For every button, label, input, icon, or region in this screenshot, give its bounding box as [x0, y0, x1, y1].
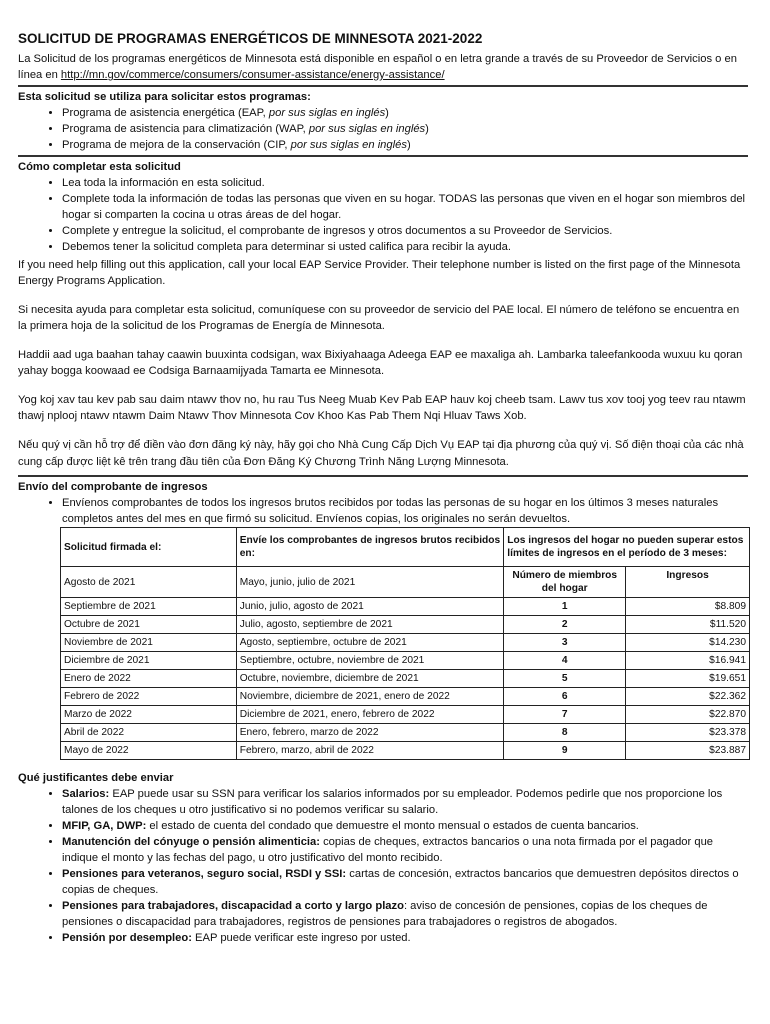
income-cell: $22.870	[626, 706, 750, 724]
col-months-header: Envíe los comprobantes de ingresos brutos recibidos en:	[236, 528, 504, 567]
justification-text: copias de cheques, extractos bancarios o una nota firmada por el pagador que indique el monto y las fechas del pago, u otro justificativo del monto recibido.	[62, 836, 714, 864]
signed-cell: Enero de 2022	[61, 670, 237, 688]
signed-cell: Octubre de 2021	[61, 616, 237, 634]
income-cell: $11.520	[626, 616, 750, 634]
program-item	[62, 137, 748, 153]
justification-label: Pensión por desempleo:	[62, 932, 192, 944]
justification-text: el estado de cuenta del condado que demuestre el monto mensual o estados de cuenta bancarios.	[146, 820, 639, 832]
howto-section	[18, 155, 748, 255]
signed-cell: Noviembre de 2021	[61, 634, 237, 652]
months-cell: Agosto, septiembre, octubre de 2021	[236, 634, 504, 652]
members-cell: 3	[504, 634, 626, 652]
income-cell: $23.378	[626, 724, 750, 742]
program-item	[62, 105, 748, 121]
income-proof-list	[18, 495, 748, 527]
table-row	[61, 616, 750, 634]
program-end: )	[425, 123, 429, 135]
table-row	[61, 724, 750, 742]
members-cell: 4	[504, 652, 626, 670]
members-cell: 6	[504, 688, 626, 706]
signed-cell: Diciembre de 2021	[61, 652, 237, 670]
program-item	[62, 121, 748, 137]
program-end: )	[406, 139, 411, 151]
justification-item	[62, 898, 748, 930]
help-paragraph-spanish: Si necesita ayuda para completar esta solicitud, comuníquese con su proveedor de servicio del PAE local. El número de teléfono se encuentra en la primera hoja de la solicitud de los Programas de Energía de Minnesota.	[18, 304, 740, 332]
help-paragraph-hmong: Yog koj xav tau kev pab sau daim ntawv thov no, hu rau Tus Neeg Muab Kev Pab EAP hauv koj cheeb tsam. Lawv tus xov tooj yog teev rau ntawm thawj nplooj ntawv ntawm Daim Ntawv Thov Minnesota Cov Khoo Kas Pab Them Nqi Hluav Taws Xob.	[18, 394, 746, 422]
months-cell: Octubre, noviembre, diciembre de 2021	[236, 670, 504, 688]
table-row	[61, 567, 750, 598]
table-row	[61, 742, 750, 760]
justifications-section	[18, 770, 748, 946]
months-cell: Junio, julio, agosto de 2021	[236, 598, 504, 616]
howto-heading: Cómo completar esta solicitud	[18, 161, 181, 173]
table-row	[61, 634, 750, 652]
justification-text: EAP puede verificar este ingreso por usted.	[191, 932, 411, 944]
income-proof-heading: Envío del comprobante de ingresos	[18, 481, 208, 493]
months-cell: Mayo, junio, julio de 2021	[236, 567, 504, 598]
members-cell: 9	[504, 742, 626, 760]
table-row	[61, 706, 750, 724]
justifications-list	[18, 786, 748, 946]
justification-label: MFIP, GA, DWP:	[62, 820, 147, 832]
table-row	[61, 670, 750, 688]
members-cell: 5	[504, 670, 626, 688]
howto-item: • Lea toda la información en esta solicitud.	[62, 175, 748, 191]
income-cell: $23.887	[626, 742, 750, 760]
members-cell: 7	[504, 706, 626, 724]
table-row	[61, 688, 750, 706]
justification-label: Pensiones para trabajadores, discapacidad a corto y largo plazo	[62, 900, 404, 912]
income-cell: $14.230	[626, 634, 750, 652]
justification-item	[62, 818, 748, 834]
program-text: Programa de asistencia energética (EAP,	[62, 107, 269, 119]
program-note: por sus siglas en inglés	[268, 107, 386, 119]
justification-label: Salarios:	[62, 788, 110, 800]
programs-list	[18, 105, 748, 153]
program-end: )	[385, 107, 389, 119]
justification-item	[62, 930, 748, 946]
members-cell: 2	[504, 616, 626, 634]
signed-cell: Abril de 2022	[61, 724, 237, 742]
months-cell: Noviembre, diciembre de 2021, enero de 2022	[236, 688, 504, 706]
signed-cell: Septiembre de 2021	[61, 598, 237, 616]
income-proof-section	[18, 475, 748, 527]
help-paragraph-english: If you need help filling out this application, call your local EAP Service Provider. Their telephone number is listed on the first page of the Minnesota Energy Programs Application.	[18, 259, 741, 287]
justification-label: Manutención del cónyuge o pensión alimenticia:	[62, 836, 320, 848]
income-proof-item: • Envíenos comprobantes de todos los ingresos brutos recibidos por todas las personas de su hogar en los últimos 3 meses naturales completos antes del mes en que firmó su solicitud. Envíenos copias, los originales no serán devueltos.	[62, 495, 748, 527]
justification-item	[62, 786, 748, 818]
justification-text: : aviso de concesión de pensiones, copias de los cheques de pensiones o discapacidad para trabajadores, registros de pensiones para trabajadores o registros de abogados.	[62, 900, 708, 928]
document-page	[18, 0, 748, 946]
justification-item	[62, 834, 748, 866]
page-title: SOLICITUD DE PROGRAMAS ENERGÉTICOS DE MINNESOTA 2021-2022	[18, 31, 483, 46]
program-note: por sus siglas en inglés	[308, 123, 426, 135]
programs-section	[18, 85, 748, 153]
members-header: Número de miembros del hogar	[504, 567, 626, 598]
income-table	[60, 527, 750, 760]
income-cell: $16.941	[626, 652, 750, 670]
income-header: Ingresos	[626, 567, 750, 598]
howto-item: • Complete toda la información de todas las personas que viven en su hogar. TODAS las personas que viven en el hogar son miembros del hogar si comparten la cocina u otras áreas de del hogar.	[62, 191, 748, 223]
howto-item: • Complete y entregue la solicitud, el comprobante de ingresos y otros documentos a su Proveedor de Servicios.	[62, 223, 748, 239]
justification-text: cartas de concesión, extractos bancarios que demuestren depósitos directos o copias de cheques.	[62, 868, 739, 896]
intro-text: La Solicitud de los programas energéticos de Minnesota está disponible en español o en letra grande a través de su Proveedor de Servicios o en línea en	[18, 53, 737, 81]
intro-paragraph	[18, 51, 748, 83]
signed-cell: Febrero de 2022	[61, 688, 237, 706]
help-paragraph-vietnamese: Nếu quý vị cần hỗ trợ để điền vào đơn đăng ký này, hãy gọi cho Nhà Cung Cấp Dịch Vụ EAP tại địa phương của quý vị. Số điện thoại của các nhà cung cấp được liệt kê trên trang đầu tiên của Đơn Đăng Ký Chương Trình Năng Lượng Minnesota.	[18, 439, 744, 468]
justification-label: Pensiones para veteranos, seguro social, RSDI y SSI:	[62, 868, 347, 880]
income-table-wrapper	[60, 527, 748, 760]
months-cell: Diciembre de 2021, enero, febrero de 2022	[236, 706, 504, 724]
members-cell: 8	[504, 724, 626, 742]
col-signed-header: Solicitud firmada el:	[61, 528, 237, 567]
program-text: Programa de asistencia para climatización (WAP,	[62, 123, 309, 135]
justifications-heading: Qué justificantes debe enviar	[18, 772, 174, 784]
programs-heading: Esta solicitud se utiliza para solicitar estos programas:	[18, 91, 311, 103]
income-cell: $22.362	[626, 688, 750, 706]
limits-header: Los ingresos del hogar no pueden superar estos límites de ingresos en el período de 3 meses:	[504, 528, 750, 567]
income-cell: $8.809	[626, 598, 750, 616]
months-cell: Septiembre, octubre, noviembre de 2021	[236, 652, 504, 670]
table-header-row	[61, 528, 750, 567]
members-cell: 1	[504, 598, 626, 616]
howto-list	[18, 175, 748, 255]
months-cell: Julio, agosto, septiembre de 2021	[236, 616, 504, 634]
program-text: Programa de mejora de la conservación (CIP,	[62, 139, 291, 151]
table-row	[61, 598, 750, 616]
program-note: por sus siglas en inglés	[290, 139, 407, 151]
help-paragraph-somali: Haddii aad uga baahan tahay caawin buuxinta codsigan, wax Bixiyahaaga Adeega EAP ee maxaliga ah. Lambarka taleefankooda wuxuu ku qoran yahay bogga koowaad ee Codsiga Barnaamijyada Tamarta ee Minnesota.	[18, 349, 743, 377]
howto-item: • Debemos tener la solicitud completa para determinar si usted califica para recibir la ayuda.	[62, 239, 748, 255]
justification-item	[62, 866, 748, 898]
signed-cell: Marzo de 2022	[61, 706, 237, 724]
income-cell: $19.651	[626, 670, 750, 688]
table-row	[61, 652, 750, 670]
months-cell: Enero, febrero, marzo de 2022	[236, 724, 504, 742]
signed-cell: Agosto de 2021	[61, 567, 237, 598]
signed-cell: Mayo de 2022	[61, 742, 237, 760]
justification-text: EAP puede usar su SSN para verificar los salarios informados por su empleador. Podemos pedirle que nos proporcione los talones de los cheques u otro justificativo si no podemos verificar su salario.	[62, 788, 723, 816]
months-cell: Febrero, marzo, abril de 2022	[236, 742, 504, 760]
energy-assistance-link[interactable]: http://mn.gov/commerce/consumers/consumer-assistance/energy-assistance/	[60, 69, 445, 81]
